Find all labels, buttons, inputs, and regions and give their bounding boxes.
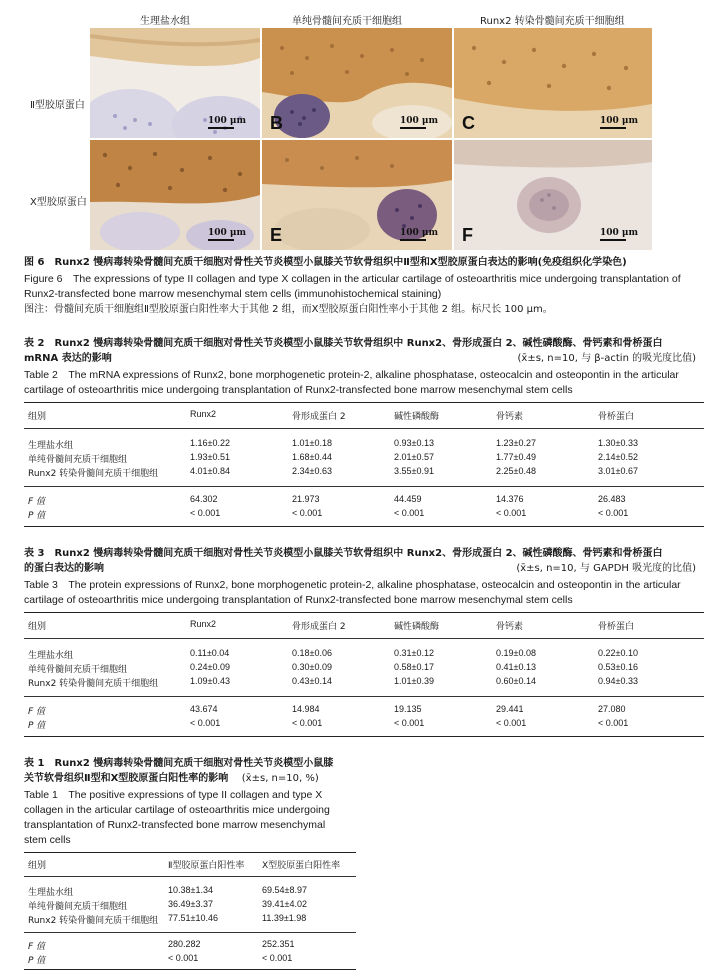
table3-cell: 0.94±0.33 bbox=[598, 676, 638, 686]
table2-cell: 3.55±0.91 bbox=[394, 466, 434, 476]
column-title-bmsc: 单纯骨髓间充质干细胞组 bbox=[292, 16, 402, 27]
table2-stat-label: F 值 bbox=[28, 497, 46, 507]
table2-header: 骨桥蛋白 bbox=[598, 412, 635, 422]
table1-title-zh-2-text: 关节软骨组织Ⅱ型和Ⅹ型胶原蛋白阳性率的影响 bbox=[24, 773, 229, 784]
table3-title-zh-2-text: 的蛋白表达的影响 bbox=[24, 563, 104, 574]
table3-cell: Runx2 转染骨髓间充质干细胞组 bbox=[28, 679, 159, 689]
table3-cell: 0.11±0.04 bbox=[190, 648, 230, 658]
table3-title-zh-1: 表 3 Runx2 慢病毒转染骨髓间充质干细胞对骨性关节炎模型小鼠膝关节软骨组织中 Runx2、骨形成蛋白 2、碱性磷酸酶、骨钙素和骨桥蛋白 bbox=[24, 548, 663, 559]
table3-cell: 0.30±0.09 bbox=[292, 662, 332, 672]
table3-cell: 0.58±0.17 bbox=[394, 662, 434, 672]
panel-d bbox=[90, 140, 260, 250]
panel-letter: F bbox=[462, 225, 473, 245]
table1-cell: 36.49±3.37 bbox=[168, 899, 213, 909]
table2-cell: < 0.001 bbox=[292, 508, 323, 518]
table2-cell: < 0.001 bbox=[598, 508, 629, 518]
table2-cell: 0.93±0.13 bbox=[394, 438, 434, 448]
table3-cell: 43.674 bbox=[190, 704, 218, 714]
table2-cell: 21.973 bbox=[292, 494, 320, 504]
row-label-type2: Ⅱ型胶原蛋白 bbox=[30, 100, 85, 111]
table2-header: 骨钙素 bbox=[496, 412, 524, 422]
panel-b bbox=[262, 28, 452, 138]
table1-cell: 单纯骨髓间充质干细胞组 bbox=[28, 902, 128, 912]
table2-cell: 64.302 bbox=[190, 494, 218, 504]
table2-stat-label: P 值 bbox=[28, 511, 46, 521]
panel-a bbox=[90, 28, 260, 138]
table2-cell: 14.376 bbox=[496, 494, 524, 504]
table3-header: Runx2 bbox=[190, 619, 217, 629]
table1-title-zh-1: 表 1 Runx2 慢病毒转染骨髓间充质干细胞对骨性关节炎模型小鼠膝 bbox=[24, 758, 334, 769]
table3-cell: 0.22±0.10 bbox=[598, 648, 638, 658]
table3-title-en-1: Table 3 The protein expressions of Runx2, bone morphogenetic protein-2, alkaline phosphatase, osteocalcin and osteopontin in the articular bbox=[24, 579, 681, 591]
table1-cell: 280.282 bbox=[168, 939, 201, 949]
table3 bbox=[24, 612, 704, 738]
table2-cell: 1.16±0.22 bbox=[190, 438, 230, 448]
table2-title-note: (x̄±s, n=10, 与 β-actin 的吸光度比值) bbox=[517, 353, 696, 364]
table2-header: 组别 bbox=[28, 412, 47, 422]
table2-cell: 单纯骨髓间充质干细胞组 bbox=[28, 455, 128, 465]
table2-cell: 1.01±0.18 bbox=[292, 438, 332, 448]
table2-cell: 1.77±0.49 bbox=[496, 452, 536, 462]
fig6-note: 图注：骨髓间充质干细胞组Ⅱ型胶原蛋白阳性率大于其他 2 组，而Ⅹ型胶原蛋白阳性率小于其他 2 组。标尺长 100 μm。 bbox=[24, 304, 553, 315]
table3-cell: 1.01±0.39 bbox=[394, 676, 434, 686]
scale-bar: 100 μm bbox=[600, 116, 638, 129]
table3-cell: < 0.001 bbox=[496, 718, 527, 728]
table1-stat-label: P 值 bbox=[28, 956, 46, 966]
table2-cell: 2.34±0.63 bbox=[292, 466, 332, 476]
table1-header: Ⅹ型胶原蛋白阳性率 bbox=[262, 861, 341, 871]
table3-cell: < 0.001 bbox=[394, 718, 425, 728]
table2-cell: < 0.001 bbox=[394, 508, 425, 518]
table3-cell: 0.18±0.06 bbox=[292, 648, 332, 658]
fig6-caption-zh: 图 6 Runx2 慢病毒转染骨髓间充质干细胞对骨性关节炎模型小鼠膝关节软骨组织中Ⅱ型和Ⅹ型胶原蛋白表达的影响(免疫组织化学染色) bbox=[24, 257, 627, 268]
table2-cell: 2.14±0.52 bbox=[598, 452, 638, 462]
table3-title-en-2: cartilage of osteoarthritis mice undergoing transplantation of Runx2-transfected bone marrow mesenchymal stem cells bbox=[24, 594, 573, 606]
table1-cell: 11.39±1.98 bbox=[262, 913, 307, 923]
table1-title-zh-2 bbox=[24, 772, 354, 787]
table2-cell: 26.483 bbox=[598, 494, 626, 504]
table2-cell: 1.23±0.27 bbox=[496, 438, 536, 448]
table1-cell: 39.41±4.02 bbox=[262, 899, 307, 909]
table3-cell: 1.09±0.43 bbox=[190, 676, 230, 686]
column-title-runx2: Runx2 转染骨髓间充质干细胞组 bbox=[480, 16, 625, 27]
table3-cell: < 0.001 bbox=[190, 718, 221, 728]
table1 bbox=[24, 852, 356, 972]
table1-title-note: (x̄±s, n=10, %) bbox=[241, 773, 319, 784]
table3-header: 骨钙素 bbox=[496, 622, 524, 632]
panel-letter: B bbox=[270, 113, 283, 133]
table1-cell: 10.38±1.34 bbox=[168, 885, 213, 895]
scale-bar: 100 μm bbox=[400, 116, 438, 129]
table2-header: Runx2 bbox=[190, 409, 217, 419]
table1-cell: 77.51±10.46 bbox=[168, 913, 218, 923]
table2-cell: 1.30±0.33 bbox=[598, 438, 638, 448]
panel-letter: E bbox=[270, 225, 283, 245]
table3-cell: 0.41±0.13 bbox=[496, 662, 536, 672]
table2-cell: Runx2 转染骨髓间充质干细胞组 bbox=[28, 469, 159, 479]
table1-cell: < 0.001 bbox=[168, 953, 199, 963]
table3-title-zh-2 bbox=[24, 562, 704, 577]
table3-cell: 19.135 bbox=[394, 704, 422, 714]
table2-header: 骨形成蛋白 2 bbox=[292, 412, 346, 422]
table3-cell: 生理盐水组 bbox=[28, 651, 74, 661]
table1-title-en-4: stem cells bbox=[24, 834, 71, 846]
table1-header: 组别 bbox=[28, 861, 47, 871]
table3-cell: 单纯骨髓间充质干细胞组 bbox=[28, 665, 128, 675]
scale-bar: 100 μm bbox=[208, 228, 246, 241]
table1-cell: Runx2 转染骨髓间充质干细胞组 bbox=[28, 916, 159, 926]
table3-cell: 0.53±0.16 bbox=[598, 662, 638, 672]
table3-cell: 27.080 bbox=[598, 704, 626, 714]
table2-cell: 3.01±0.67 bbox=[598, 466, 638, 476]
table3-header: 骨形成蛋白 2 bbox=[292, 622, 346, 632]
table3-cell: < 0.001 bbox=[598, 718, 629, 728]
table2-title-zh-1: 表 2 Runx2 慢病毒转染骨髓间充质干细胞对骨性关节炎模型小鼠膝关节软骨组织中 Runx2、骨形成蛋白 2、碱性磷酸酶、骨钙素和骨桥蛋白 bbox=[24, 338, 663, 349]
table3-cell: 0.60±0.14 bbox=[496, 676, 536, 686]
table1-cell: 生理盐水组 bbox=[28, 888, 74, 898]
table3-title-note: (x̄±s, n=10, 与 GAPDH 吸光度的比值) bbox=[516, 563, 696, 574]
table2-title-zh-2 bbox=[24, 352, 704, 367]
panel-e bbox=[262, 140, 452, 250]
table1-title-en-2: collagen in the articular cartilage of osteoarthritis mice undergoing bbox=[24, 804, 330, 816]
fig6-caption-en-1: Figure 6 The expressions of type II collagen and type X collagen in the articular cartilage of osteoarthritis mice undergoing transplantation of bbox=[24, 273, 681, 285]
table2-cell: 1.93±0.51 bbox=[190, 452, 230, 462]
table3-stat-label: F 值 bbox=[28, 707, 46, 717]
table2-header: 碱性磷酸酶 bbox=[394, 412, 440, 422]
table2-cell: < 0.001 bbox=[496, 508, 527, 518]
scale-bar: 100 μm bbox=[600, 228, 638, 241]
scale-bar: 100 μm bbox=[400, 228, 438, 241]
column-title-saline: 生理盐水组 bbox=[140, 16, 190, 27]
table3-header: 碱性磷酸酶 bbox=[394, 622, 440, 632]
panel-f bbox=[454, 140, 652, 250]
table3-cell: 0.31±0.12 bbox=[394, 648, 434, 658]
table3-cell: < 0.001 bbox=[292, 718, 323, 728]
table2-cell: 4.01±0.84 bbox=[190, 466, 230, 476]
table3-stat-label: P 值 bbox=[28, 721, 46, 731]
table2-title-en-1: Table 2 The mRNA expressions of Runx2, bone morphogenetic protein-2, alkaline phosphatase, osteocalcin and osteopontin in the articular bbox=[24, 369, 679, 381]
row-label-type10: Ⅹ型胶原蛋白 bbox=[30, 197, 87, 208]
scale-bar: 100 μm bbox=[208, 116, 246, 129]
table3-header: 组别 bbox=[28, 622, 47, 632]
table2-title-en-2: cartilage of osteoarthritis mice undergoing transplantation of Runx2-transfected bone marrow mesenchymal stem cells bbox=[24, 384, 573, 396]
table2-cell: < 0.001 bbox=[190, 508, 221, 518]
table3-cell: 0.19±0.08 bbox=[496, 648, 536, 658]
table2-cell: 生理盐水组 bbox=[28, 441, 74, 451]
table2-cell: 1.68±0.44 bbox=[292, 452, 332, 462]
table3-cell: 0.24±0.09 bbox=[190, 662, 230, 672]
table3-cell: 0.43±0.14 bbox=[292, 676, 332, 686]
table2 bbox=[24, 402, 704, 528]
table2-cell: 2.25±0.48 bbox=[496, 466, 536, 476]
table2-title-zh-2-text: mRNA 表达的影响 bbox=[24, 353, 112, 364]
table3-header: 骨桥蛋白 bbox=[598, 622, 635, 632]
panel-c bbox=[454, 28, 652, 138]
fig6-caption-en-2: Runx2-transfected bone marrow mesenchymal stem cells (immunohistochemical staining) bbox=[24, 288, 442, 300]
table1-title-en-1: Table 1 The positive expressions of type II collagen and type X bbox=[24, 789, 323, 801]
table1-title-en-3: transplantation of Runx2-transfected bone marrow mesenchymal bbox=[24, 819, 326, 831]
panel-letter: C bbox=[462, 113, 475, 133]
table1-cell: < 0.001 bbox=[262, 953, 293, 963]
table3-cell: 14.984 bbox=[292, 704, 320, 714]
table3-cell: 29.441 bbox=[496, 704, 524, 714]
table1-stat-label: F 值 bbox=[28, 942, 46, 952]
table1-cell: 69.54±8.97 bbox=[262, 885, 307, 895]
table1-header: Ⅱ型胶原蛋白阳性率 bbox=[168, 861, 245, 871]
table1-cell: 252.351 bbox=[262, 939, 295, 949]
table2-cell: 44.459 bbox=[394, 494, 422, 504]
table2-cell: 2.01±0.57 bbox=[394, 452, 434, 462]
